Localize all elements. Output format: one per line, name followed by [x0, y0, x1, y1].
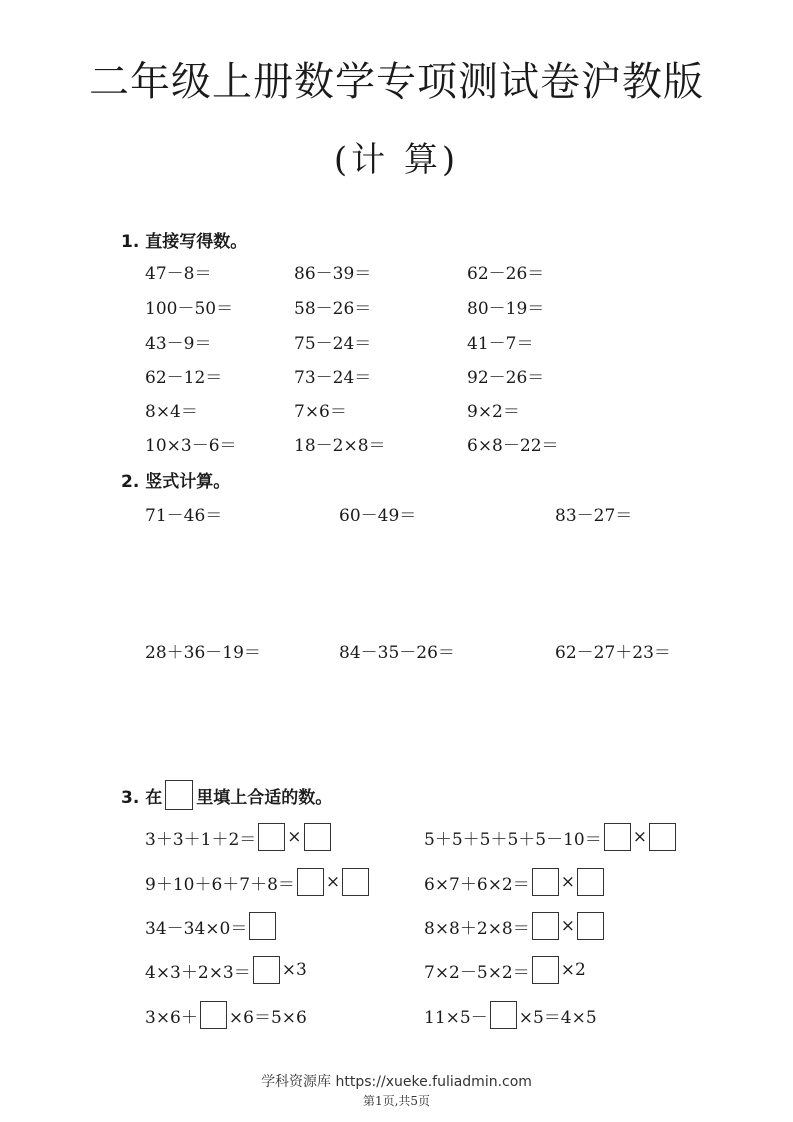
- answer-box[interactable]: [304, 823, 331, 851]
- fill-problem: [424, 1001, 597, 1029]
- fill-prefix: 34－34×0＝: [145, 918, 248, 939]
- fill-operator: ×: [325, 872, 341, 892]
- answer-box[interactable]: [649, 823, 676, 851]
- fill-problem: [424, 912, 606, 940]
- problem: 47－8＝: [145, 264, 212, 284]
- fill-prefix: 8×8＋2×8＝: [424, 918, 530, 939]
- fill-prefix: 3×6＋: [145, 1007, 198, 1028]
- problem: 43－9＝: [145, 334, 212, 354]
- fill-prefix: 6×7＋6×2＝: [424, 874, 530, 895]
- fill-operator: ×: [560, 916, 576, 936]
- problem: 10×3－6＝: [145, 436, 237, 456]
- problem: 75－24＝: [294, 334, 372, 354]
- fill-problem: [424, 823, 678, 851]
- answer-box[interactable]: [490, 1001, 517, 1029]
- fill-operator: ×: [287, 827, 302, 847]
- footer-source: 学科资源库 https://xueke.fuliadmin.com: [261, 1074, 532, 1090]
- section3-heading: [121, 786, 332, 810]
- fill-prefix: 3＋3＋1＋2＝: [145, 829, 257, 850]
- problem: 100－50＝: [145, 299, 234, 319]
- fill-problem: [145, 868, 371, 896]
- answer-box-sample: [165, 780, 193, 810]
- answer-box[interactable]: [532, 868, 559, 896]
- fill-problem: [145, 823, 333, 851]
- page-title: 二年级上册数学专项测试卷沪教版: [89, 59, 704, 105]
- answer-box[interactable]: [342, 868, 369, 896]
- fill-operator: ×: [560, 872, 576, 892]
- fill-prefix: 11×5－: [424, 1007, 488, 1028]
- answer-box[interactable]: [253, 956, 280, 984]
- fill-suffix: ×6＝5×6: [228, 1007, 307, 1028]
- fill-prefix: 9＋10＋6＋7＋8＝: [145, 874, 295, 895]
- problem: 18－2×8＝: [294, 436, 386, 456]
- problem: 28＋36－19＝: [145, 643, 261, 663]
- problem: 62－27＋23＝: [555, 643, 671, 663]
- answer-box[interactable]: [200, 1001, 227, 1029]
- fill-suffix: ×5＝4×5: [518, 1007, 597, 1028]
- fill-suffix: ×2: [560, 960, 586, 980]
- fill-problem: [424, 956, 586, 984]
- section3-heading-end: 里填上合适的数。: [196, 788, 333, 808]
- problem: 62－12＝: [145, 368, 223, 388]
- section3-heading-start: 3. 在: [121, 788, 163, 808]
- section1-heading: 1. 直接写得数。: [121, 232, 248, 252]
- page-subtitle: (计 算): [333, 140, 460, 180]
- problem: 83－27＝: [555, 506, 633, 526]
- fill-problem: [424, 868, 606, 896]
- problem: 62－26＝: [467, 264, 545, 284]
- answer-box[interactable]: [577, 912, 604, 940]
- problem: 84－35－26＝: [339, 643, 455, 663]
- problem: 71－46＝: [145, 506, 223, 526]
- problem: 80－19＝: [467, 299, 545, 319]
- problem: 58－26＝: [294, 299, 372, 319]
- fill-suffix: ×3: [281, 960, 307, 980]
- fill-problem: [145, 956, 307, 984]
- answer-box[interactable]: [532, 912, 559, 940]
- answer-box[interactable]: [258, 823, 285, 851]
- fill-prefix: 5＋5＋5＋5＋5－10＝: [424, 829, 602, 850]
- problem: 7×6＝: [294, 402, 347, 422]
- fill-prefix: 7×2－5×2＝: [424, 962, 530, 983]
- answer-box[interactable]: [249, 912, 276, 940]
- problem: 6×8－22＝: [467, 436, 559, 456]
- problem: 86－39＝: [294, 264, 372, 284]
- answer-box[interactable]: [532, 956, 559, 984]
- problem: 8×4＝: [145, 402, 198, 422]
- problem: 60－49＝: [339, 506, 417, 526]
- answer-box[interactable]: [297, 868, 324, 896]
- problem: 73－24＝: [294, 368, 372, 388]
- section2-heading: 2. 竖式计算。: [121, 472, 231, 492]
- problem: 41－7＝: [467, 334, 534, 354]
- answer-box[interactable]: [604, 823, 631, 851]
- fill-operator: ×: [632, 827, 647, 847]
- problem: 9×2＝: [467, 402, 520, 422]
- fill-problem: [145, 1001, 307, 1029]
- fill-problem: [145, 912, 278, 940]
- footer-page-number: 第1页,共5页: [362, 1094, 431, 1108]
- problem: 92－26＝: [467, 368, 545, 388]
- answer-box[interactable]: [577, 868, 604, 896]
- fill-prefix: 4×3＋2×3＝: [145, 962, 251, 983]
